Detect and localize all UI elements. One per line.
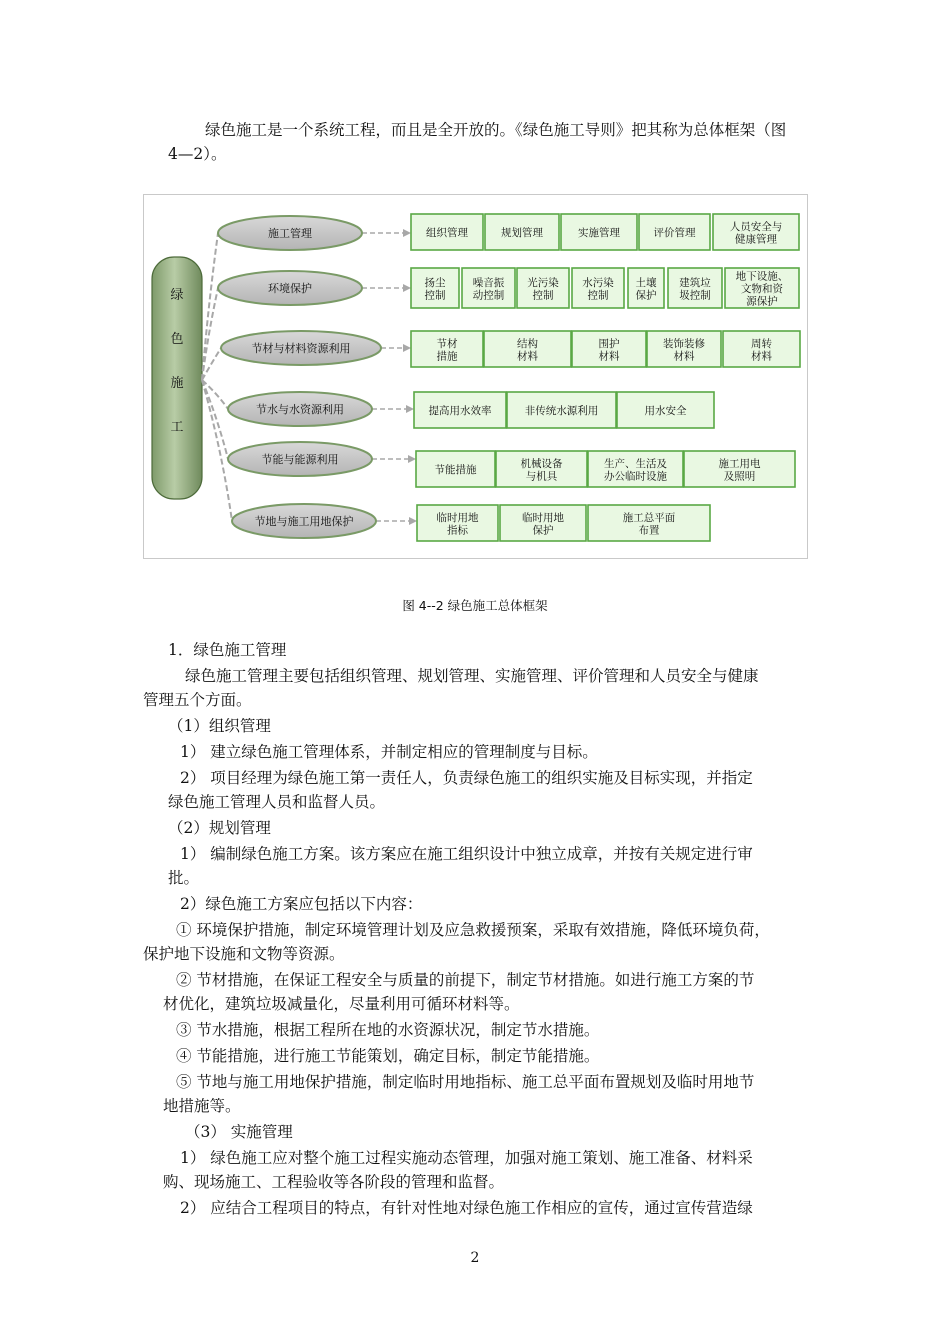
arrowhead-icon [409, 517, 417, 525]
category-label: 节地与施工用地保护 [254, 515, 354, 528]
item-label: 动控制 [472, 289, 505, 302]
connector [202, 380, 232, 521]
item-label: 施工用电 [718, 457, 761, 470]
item-label: 围护 [598, 337, 620, 350]
body-line: （2）规划管理 [168, 819, 271, 837]
page-number: 2 [470, 1250, 480, 1266]
category-label: 环境保护 [268, 282, 312, 295]
item-label: 办公临时设施 [604, 470, 667, 483]
body-line: 保护地下设施和文物等资源。 [143, 945, 345, 963]
item-label: 扬尘 [424, 276, 446, 289]
framework-diagram-svg [144, 195, 807, 558]
body-line: ① 环境保护措施，制定环境管理计划及应急救援预案，采取有效措施，降低环境负荷， [176, 921, 770, 939]
item-label: 周转 [751, 337, 772, 350]
item-label: 控制 [424, 289, 446, 302]
item-label: 控制 [532, 289, 554, 302]
body-line: 1） 建立绿色施工管理体系，并制定相应的管理制度与目标。 [180, 743, 598, 761]
item-label: 生产、生活及 [604, 457, 667, 470]
body-line: ④ 节能措施，进行施工节能策划，确定目标，制定节能措施。 [176, 1047, 600, 1065]
body-line: 1） 绿色施工应对整个施工过程实施动态管理，加强对施工策划、施工准备、材料采 [180, 1149, 753, 1167]
item-label: 材料 [517, 350, 538, 363]
item-label: 噪音振 [472, 276, 505, 289]
root-label-char: 施 [170, 376, 184, 391]
body-line: 购、现场施工、工程验收等各阶段的管理和监督。 [163, 1173, 505, 1191]
item-label: 施工总平面 [622, 511, 676, 524]
body-line: 材优化，建筑垃圾减量化，尽量利用可循环材料等。 [163, 995, 520, 1013]
item-label: 用水安全 [644, 405, 687, 417]
body-line: 2）绿色施工方案应包括以下内容： [180, 895, 423, 913]
item-label: 实施管理 [578, 227, 620, 239]
body-line: 2） 项目经理为绿色施工第一责任人，负责绿色施工的组织实施及目标实现，并指定 [180, 769, 753, 787]
item-label: 节能措施 [434, 464, 477, 476]
framework-diagram [143, 194, 808, 559]
item-label: 措施 [436, 350, 458, 363]
connector [202, 288, 218, 380]
item-label: 提高用水效率 [428, 405, 492, 417]
item-label: 非传统水源利用 [524, 405, 599, 417]
body-line: 1） 编制绿色施工方案。该方案应在施工组织设计中独立成章，并按有关规定进行审 [180, 845, 753, 863]
item-label: 布置 [638, 524, 660, 537]
item-label: 水污染 [582, 276, 614, 289]
root-label-char: 绿 [170, 288, 184, 303]
item-label: 及照明 [723, 470, 756, 483]
item-label: 土壤 [635, 276, 657, 289]
arrowhead-icon [408, 455, 416, 463]
item-label: 机械设备 [520, 457, 563, 470]
root-label-char: 工 [170, 420, 184, 435]
body-line: 地措施等。 [163, 1097, 241, 1115]
item-label: 建筑垃 [679, 276, 711, 289]
category-label: 节能与能源利用 [261, 453, 339, 466]
body-line: （1）组织管理 [168, 717, 271, 735]
item-label: 源保护 [746, 295, 778, 308]
category-label: 节材与材料资源利用 [251, 342, 351, 355]
arrowhead-icon [406, 405, 414, 413]
item-label: 临时用地 [436, 511, 479, 524]
intro-line-2: 4—2）。 [168, 145, 227, 163]
item-label: 保护 [635, 289, 657, 302]
body-line: 绿色施工管理人员和监督人员。 [168, 793, 386, 811]
category-label: 节水与水资源利用 [256, 403, 344, 416]
body-line: 1．绿色施工管理 [168, 641, 287, 659]
root-label-char: 色 [170, 332, 184, 347]
item-label: 结构 [517, 337, 538, 350]
item-label: 文物和资 [741, 283, 783, 295]
item-label: 保护 [532, 524, 554, 537]
body-line: ③ 节水措施，根据工程所在地的水资源状况，制定节水措施。 [176, 1021, 600, 1039]
body-line: 管理五个方面。 [143, 691, 252, 709]
intro-line-1: 绿色施工是一个系统工程，而且是全开放的。《绿色施工导则》把其称为总体框架（图 [205, 121, 787, 139]
body-line: 2） 应结合工程项目的特点，有针对性地对绿色施工作相应的宣传，通过宣传营造绿 [180, 1199, 753, 1217]
item-label: 健康管理 [735, 233, 777, 246]
item-label: 临时用地 [522, 511, 564, 524]
body-line: 批。 [168, 869, 200, 887]
body-line: （3） 实施管理 [185, 1123, 293, 1141]
item-label: 规划管理 [501, 227, 543, 239]
item-label: 材料 [673, 350, 695, 363]
item-label: 评价管理 [653, 227, 696, 239]
arrowhead-icon [403, 229, 411, 237]
item-label: 圾控制 [679, 289, 711, 302]
body-line: ⑤ 节地与施工用地保护措施，制定临时用地指标、施工总平面布置规划及临时用地节 [176, 1073, 755, 1091]
item-label: 与机具 [525, 470, 558, 483]
body-line: 绿色施工管理主要包括组织管理、规划管理、实施管理、评价管理和人员安全与健康 [185, 667, 759, 685]
item-label: 指标 [447, 524, 468, 537]
item-label: 材料 [751, 350, 772, 363]
item-label: 材料 [598, 350, 620, 363]
category-label: 施工管理 [268, 227, 312, 240]
item-label: 节材 [436, 337, 458, 350]
figure-caption: 图 4--2 绿色施工总体框架 [402, 598, 548, 613]
item-label: 光污染 [527, 276, 559, 289]
item-label: 装饰装修 [663, 337, 705, 350]
item-label: 组织管理 [426, 227, 468, 239]
arrowhead-icon [403, 344, 411, 352]
arrowhead-icon [403, 284, 411, 292]
body-line: ② 节材措施，在保证工程安全与质量的前提下，制定节材措施。如进行施工方案的节 [176, 971, 755, 989]
item-label: 控制 [587, 289, 609, 302]
item-label: 地下设施、 [735, 270, 789, 283]
item-label: 人员安全与 [729, 220, 783, 233]
